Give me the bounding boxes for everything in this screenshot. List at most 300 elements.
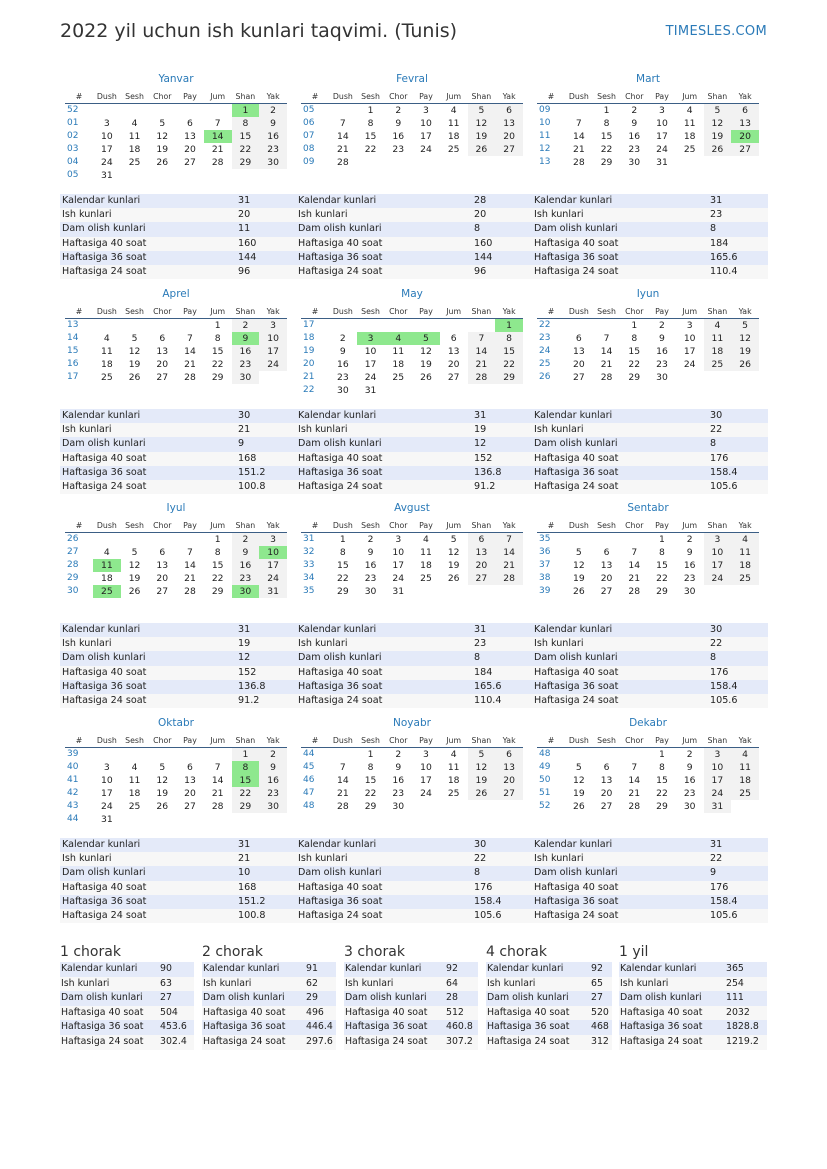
weekday-header: Yak	[731, 733, 759, 748]
weekday-header: Jum	[204, 89, 232, 104]
day-cell: 21	[468, 358, 496, 371]
stat-value: 22	[708, 423, 768, 437]
day-cell: 12	[731, 332, 759, 345]
week-row	[301, 384, 523, 397]
day-cell: 17	[683, 346, 696, 357]
month-stats-table	[60, 838, 296, 923]
day-cell: 20	[495, 130, 523, 143]
month-calendar-grid	[65, 304, 287, 384]
weekday-header: Dush	[93, 733, 121, 748]
day-cell: 19	[156, 788, 169, 799]
summary-stats-table	[619, 962, 767, 1050]
day-cell: 30	[392, 801, 405, 812]
day-cell: 12	[156, 775, 169, 786]
day-cell: 26	[468, 143, 496, 156]
week-number: 42	[67, 788, 79, 798]
day-cell: 23	[683, 573, 696, 584]
week-number: 32	[303, 547, 315, 557]
empty-cell	[259, 169, 287, 182]
day-cell: 27	[184, 801, 196, 812]
week-number: 01	[67, 118, 79, 128]
day-cell: 6	[603, 762, 610, 773]
stat-label: Kalendar kunlari	[60, 962, 159, 977]
stat-label: Dam olish kunlari	[296, 866, 472, 880]
day-cell: 14	[204, 130, 232, 143]
week-number: 26	[67, 534, 79, 544]
weekday-header: Pay	[176, 304, 204, 319]
weekday-header: Dush	[93, 304, 121, 319]
stat-value: 496	[305, 1006, 336, 1021]
month-name: Fevral	[396, 73, 428, 85]
month-calendar-grid	[537, 733, 759, 813]
stat-row	[532, 237, 768, 251]
stat-row	[296, 623, 532, 637]
day-cell: 26	[573, 801, 585, 812]
stat-value: 152	[236, 666, 296, 680]
stat-label: Haftasiga 36 soat	[532, 895, 708, 909]
weekday-header: #	[537, 304, 565, 319]
weekday-header: Yak	[259, 733, 287, 748]
day-cell: 13	[156, 346, 169, 357]
stat-label: Haftasiga 36 soat	[344, 1020, 445, 1035]
stat-label: Ish kunlari	[60, 423, 236, 437]
day-cell: 19	[468, 774, 496, 787]
day-cell: 11	[128, 775, 141, 786]
day-cell: 14	[184, 560, 196, 571]
day-cell: 1	[659, 534, 665, 545]
empty-cell	[176, 104, 204, 118]
day-cell: 6	[159, 547, 166, 558]
week-number: 13	[539, 157, 551, 167]
day-cell: 18	[392, 359, 405, 370]
weekday-header: Chor	[148, 304, 176, 319]
stat-label: Kalendar kunlari	[532, 409, 708, 423]
stat-label: Ish kunlari	[296, 637, 472, 651]
day-cell: 18	[101, 573, 113, 584]
day-cell: 22	[364, 788, 377, 799]
stat-value: 176	[472, 881, 532, 895]
stat-value: 160	[472, 237, 532, 251]
week-number: 18	[303, 333, 315, 343]
day-cell: 15	[364, 131, 377, 142]
stat-label: Ish kunlari	[532, 852, 708, 866]
stat-value: 23	[708, 208, 768, 222]
empty-cell	[593, 748, 621, 762]
stat-row	[296, 480, 532, 494]
stat-value: 8	[472, 866, 532, 880]
day-cell: 29	[495, 371, 523, 384]
stat-row	[202, 991, 336, 1006]
day-cell: 1	[631, 320, 638, 331]
stat-value: 96	[472, 265, 532, 279]
day-cell: 20	[156, 573, 169, 584]
day-cell: 26	[128, 372, 141, 383]
day-cell: 3	[103, 762, 110, 773]
weekday-header: Shan	[704, 733, 732, 748]
stat-value: 90	[159, 962, 194, 977]
weekday-header: Dush	[565, 733, 593, 748]
day-cell: 6	[450, 333, 457, 344]
day-cell: 30	[259, 156, 287, 169]
weekday-header: Pay	[412, 304, 440, 319]
weekday-header: Yak	[495, 518, 523, 533]
week-number: 49	[539, 762, 551, 772]
day-cell: 7	[339, 762, 346, 773]
weekday-header: Pay	[176, 733, 204, 748]
day-cell: 31	[392, 586, 405, 597]
day-cell: 1	[214, 534, 221, 545]
day-cell: 1	[495, 319, 523, 333]
weekday-header: Chor	[148, 733, 176, 748]
stat-value: 20	[472, 208, 532, 222]
day-cell: 25	[731, 787, 759, 800]
stat-value: 8	[708, 651, 768, 665]
month-aprel	[65, 287, 287, 384]
empty-cell	[329, 104, 357, 118]
day-cell: 22	[656, 788, 668, 799]
day-cell: 8	[214, 333, 221, 344]
month-mart	[537, 72, 759, 169]
stat-label: Dam olish kunlari	[60, 222, 236, 236]
day-cell: 28	[211, 157, 224, 168]
stat-label: Ish kunlari	[60, 852, 236, 866]
stat-label: Haftasiga 24 soat	[296, 909, 472, 923]
day-cell: 1	[367, 749, 374, 760]
month-name: Yanvar	[158, 73, 194, 85]
week-number: 09	[539, 105, 551, 115]
weekday-header: Dush	[329, 304, 357, 319]
stat-row	[60, 623, 296, 637]
day-cell: 7	[495, 533, 523, 547]
stat-label: Kalendar kunlari	[532, 838, 708, 852]
day-cell: 15	[656, 560, 668, 571]
day-cell: 8	[603, 118, 610, 129]
stat-row	[532, 623, 768, 637]
weekday-header: Dush	[93, 89, 121, 104]
day-cell: 31	[656, 157, 668, 168]
day-cell: 25	[93, 585, 121, 598]
day-cell: 13	[600, 560, 613, 571]
day-cell: 13	[447, 346, 460, 357]
day-cell: 20	[156, 359, 169, 370]
day-cell: 6	[495, 104, 523, 118]
weekday-header: Dush	[565, 89, 593, 104]
day-cell: 30	[232, 585, 260, 598]
day-cell: 8	[339, 547, 346, 558]
stat-row	[486, 962, 612, 977]
day-cell: 12	[128, 346, 141, 357]
stat-value: 31	[708, 194, 768, 208]
stat-value: 22	[472, 852, 532, 866]
stat-row	[486, 1006, 612, 1021]
empty-cell	[204, 748, 232, 762]
empty-cell	[121, 104, 149, 118]
week-row	[537, 572, 759, 585]
week-row	[537, 800, 759, 813]
day-cell: 19	[468, 130, 496, 143]
day-cell: 10	[101, 775, 113, 786]
empty-cell	[93, 748, 121, 762]
stat-row	[202, 977, 336, 992]
summary-stats-table	[202, 962, 336, 1050]
stat-row	[296, 651, 532, 665]
stat-row	[532, 895, 768, 909]
week-number: 34	[303, 573, 315, 583]
stat-row	[344, 1006, 478, 1021]
stat-value: 307.2	[445, 1035, 478, 1050]
month-calendar-grid	[301, 304, 523, 397]
day-cell: 11	[101, 346, 113, 357]
stat-value: 152	[472, 452, 532, 466]
week-number: 50	[539, 775, 551, 785]
stat-row	[344, 991, 478, 1006]
day-cell: 7	[187, 333, 193, 344]
day-cell: 4	[450, 105, 457, 116]
week-row	[65, 546, 287, 559]
empty-cell	[176, 748, 204, 762]
day-cell: 15	[232, 130, 260, 143]
weekday-header: Dush	[329, 733, 357, 748]
stat-row	[532, 222, 768, 236]
stat-label: Ish kunlari	[60, 208, 236, 222]
empty-cell	[731, 800, 759, 813]
day-cell: 3	[259, 319, 287, 333]
stat-row	[296, 466, 532, 480]
day-cell: 24	[683, 359, 696, 370]
stat-label: Haftasiga 40 soat	[296, 881, 472, 895]
week-row	[65, 156, 287, 169]
day-cell: 5	[468, 104, 496, 118]
stat-value: 19	[472, 423, 532, 437]
day-cell: 20	[184, 788, 196, 799]
weekday-header: Pay	[176, 518, 204, 533]
day-cell: 27	[495, 787, 523, 800]
day-cell: 1	[367, 105, 374, 116]
stat-label: Kalendar kunlari	[619, 962, 725, 977]
month-avgust	[301, 501, 523, 598]
empty-cell	[704, 585, 732, 598]
day-cell: 26	[156, 157, 169, 168]
stat-row	[486, 1035, 612, 1050]
stat-label: Haftasiga 36 soat	[532, 251, 708, 265]
stat-row	[486, 991, 612, 1006]
stat-row	[60, 222, 296, 236]
empty-cell	[176, 813, 204, 826]
empty-cell	[440, 585, 468, 598]
week-number: 03	[67, 144, 79, 154]
day-cell: 19	[731, 345, 759, 358]
empty-cell	[495, 384, 523, 397]
week-row	[537, 319, 759, 333]
day-cell: 7	[468, 332, 496, 345]
weekday-header: Sesh	[121, 733, 149, 748]
stat-label: Haftasiga 40 soat	[60, 1006, 159, 1021]
stat-value: 31	[472, 409, 532, 423]
summary-stats-table	[486, 962, 612, 1050]
weekday-header: Pay	[176, 89, 204, 104]
day-cell: 23	[392, 144, 405, 155]
weekday-header: Shan	[232, 304, 260, 319]
day-cell: 20	[495, 774, 523, 787]
week-number: 06	[303, 118, 315, 128]
stat-row	[60, 466, 296, 480]
week-number: 47	[303, 788, 315, 798]
week-number: 19	[303, 346, 315, 356]
week-number: 30	[67, 586, 79, 596]
day-cell: 15	[628, 346, 641, 357]
week-number: 21	[303, 372, 315, 382]
stat-label: Haftasiga 24 soat	[532, 694, 708, 708]
stat-row	[202, 1035, 336, 1050]
stat-value: 23	[472, 637, 532, 651]
stat-row	[532, 680, 768, 694]
day-cell: 1	[214, 320, 221, 331]
stat-row	[60, 895, 296, 909]
day-cell: 28	[628, 801, 641, 812]
weekday-header: Yak	[259, 304, 287, 319]
day-cell: 9	[686, 547, 693, 558]
empty-cell	[384, 319, 412, 333]
day-cell: 26	[731, 358, 759, 371]
day-cell: 25	[128, 157, 141, 168]
weekday-header: Shan	[468, 518, 496, 533]
day-cell: 17	[101, 788, 113, 799]
week-number: 05	[67, 170, 79, 180]
day-cell: 16	[683, 560, 696, 571]
weekday-header: Dush	[329, 89, 357, 104]
empty-cell	[357, 156, 385, 169]
day-cell: 21	[600, 359, 613, 370]
week-number: 51	[539, 788, 551, 798]
stat-label: Kalendar kunlari	[344, 962, 445, 977]
empty-cell	[121, 748, 149, 762]
day-cell: 4	[450, 749, 457, 760]
weekday-header: Shan	[232, 733, 260, 748]
day-cell: 6	[159, 333, 166, 344]
day-cell: 14	[628, 775, 641, 786]
stat-label: Ish kunlari	[296, 423, 472, 437]
stat-label: Haftasiga 24 soat	[296, 480, 472, 494]
week-row	[65, 533, 287, 547]
day-cell: 29	[600, 157, 613, 168]
day-cell: 13	[731, 117, 759, 130]
stat-value: 165.6	[472, 680, 532, 694]
day-cell: 27	[573, 372, 585, 383]
day-cell: 16	[232, 345, 260, 358]
weekday-header: Dush	[565, 304, 593, 319]
empty-cell	[495, 585, 523, 598]
empty-cell	[468, 319, 496, 333]
stat-label: Haftasiga 24 soat	[296, 265, 472, 279]
week-number: 38	[539, 573, 551, 583]
stat-label: Haftasiga 40 soat	[532, 666, 708, 680]
day-cell: 27	[184, 157, 196, 168]
week-number: 46	[303, 775, 315, 785]
day-cell: 29	[211, 372, 224, 383]
month-calendar-grid	[301, 733, 523, 813]
day-cell: 3	[704, 533, 732, 547]
week-number: 35	[539, 534, 551, 544]
stat-row	[532, 265, 768, 279]
stat-value: 31	[236, 194, 296, 208]
stat-value: 158.4	[708, 466, 768, 480]
weekday-header: Sesh	[593, 89, 621, 104]
day-cell: 23	[628, 144, 641, 155]
day-cell: 4	[103, 547, 110, 558]
day-cell: 24	[704, 572, 732, 585]
stat-value: 11	[236, 222, 296, 236]
weekday-header: Sesh	[593, 518, 621, 533]
stat-value: 184	[472, 666, 532, 680]
day-cell: 14	[573, 131, 585, 142]
empty-cell	[704, 156, 732, 169]
stat-label: Kalendar kunlari	[296, 623, 472, 637]
week-row	[301, 748, 523, 762]
stat-value: 165.6	[708, 251, 768, 265]
day-cell: 27	[156, 586, 169, 597]
day-cell: 4	[384, 332, 412, 345]
month-iyun	[537, 287, 759, 384]
day-cell: 28	[184, 586, 196, 597]
stat-label: Haftasiga 40 soat	[60, 452, 236, 466]
stat-label: Ish kunlari	[296, 208, 472, 222]
week-row	[537, 332, 759, 345]
stat-label: Haftasiga 40 soat	[532, 452, 708, 466]
weekday-header: Jum	[676, 304, 704, 319]
weekday-header: Yak	[259, 89, 287, 104]
day-cell: 25	[101, 372, 113, 383]
month-name: Dekabr	[629, 717, 667, 729]
stat-row	[619, 1020, 767, 1035]
week-row	[301, 345, 523, 358]
day-cell: 23	[259, 143, 287, 156]
day-cell: 11	[731, 546, 759, 559]
month-name: Sentabr	[627, 502, 669, 514]
day-cell: 8	[214, 547, 221, 558]
stat-row	[296, 694, 532, 708]
day-cell: 10	[420, 118, 432, 129]
weekday-header: Yak	[259, 518, 287, 533]
week-number: 08	[303, 144, 315, 154]
week-number: 17	[67, 372, 79, 382]
day-cell: 3	[659, 105, 665, 116]
day-cell: 29	[232, 800, 260, 813]
weekday-header: Jum	[204, 733, 232, 748]
stat-value: 158.4	[708, 680, 768, 694]
empty-cell	[93, 319, 121, 333]
weekday-header: Sesh	[121, 89, 149, 104]
stat-row	[60, 409, 296, 423]
stat-row	[532, 651, 768, 665]
stat-row	[532, 423, 768, 437]
weekday-header: Jum	[440, 733, 468, 748]
day-cell: 9	[395, 118, 402, 129]
brand-logo-text[interactable]: TIMESLES.COM	[665, 24, 767, 39]
day-cell: 7	[631, 547, 638, 558]
day-cell: 23	[656, 359, 668, 370]
stat-value: 30	[236, 409, 296, 423]
empty-cell	[731, 585, 759, 598]
day-cell: 24	[364, 372, 377, 383]
day-cell: 15	[364, 775, 377, 786]
month-stats-table	[296, 194, 532, 279]
stat-label: Ish kunlari	[296, 852, 472, 866]
weekday-header: #	[301, 89, 329, 104]
weekday-header: #	[537, 518, 565, 533]
day-cell: 20	[184, 144, 196, 155]
stat-value: 8	[708, 222, 768, 236]
stat-label: Dam olish kunlari	[296, 222, 472, 236]
